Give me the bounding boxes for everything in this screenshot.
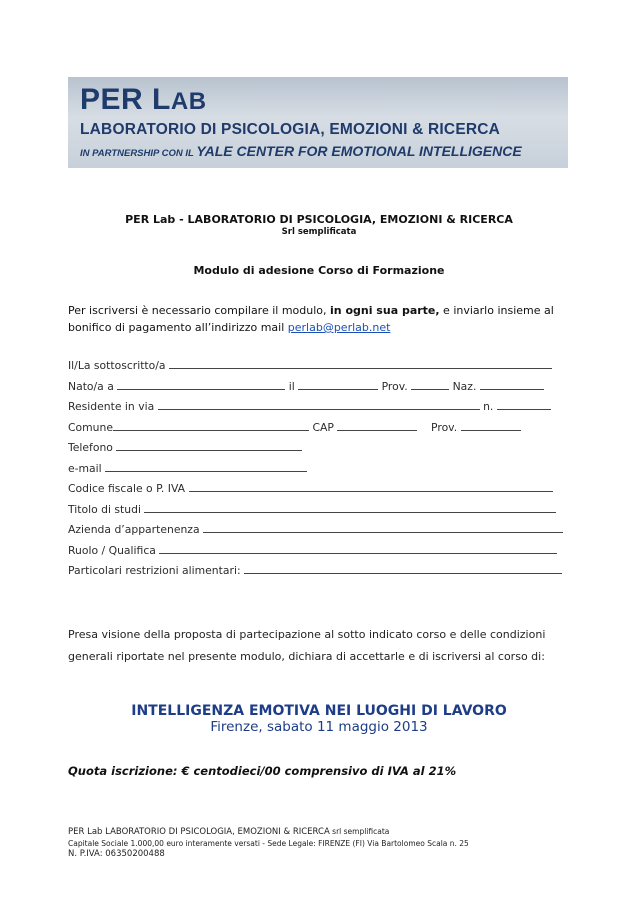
restrizioni-line[interactable] bbox=[244, 560, 562, 574]
sottoscritto-line[interactable] bbox=[169, 355, 552, 369]
declaration-paragraph: Presa visione della proposta di partecipazione al sotto indicato corso e delle condizioni generali riportate nel presente modulo, dichiara di accettarle e di iscriversi al corso di: bbox=[68, 628, 546, 663]
field-nascita: Nato/a a il Prov. Naz. bbox=[68, 376, 568, 397]
field-comune: Comune CAP Prov. bbox=[68, 417, 568, 438]
fee-statement: Quota iscrizione: € centodieci/00 comprensivo di IVA al 21% bbox=[68, 764, 457, 778]
intro-paragraph: Per iscriversi è necessario compilare il modulo, in ogni sua parte, e inviarlo insieme al bonifico di pagamento all’indirizzo mail perlab@perlab.net bbox=[68, 304, 554, 334]
titolo-studi-line[interactable] bbox=[144, 499, 556, 513]
footer-vat: N. P.IVA: 06350200488 bbox=[68, 849, 165, 859]
field-email: e-mail bbox=[68, 458, 568, 479]
nazione-line[interactable] bbox=[480, 376, 544, 390]
luogo-nascita-line[interactable] bbox=[117, 376, 285, 390]
data-nascita-line[interactable] bbox=[298, 376, 378, 390]
field-restrizioni: Particolari restrizioni alimentari: bbox=[68, 560, 568, 581]
field-telefono: Telefono bbox=[68, 437, 568, 458]
ruolo-line[interactable] bbox=[159, 540, 557, 554]
header-banner-logo bbox=[68, 77, 568, 168]
banner-subtitle: LABORATORIO DI PSICOLOGIA, EMOZIONI & RICERCA bbox=[80, 121, 501, 138]
prov-nascita-line[interactable] bbox=[411, 376, 449, 390]
course-date: Firenze, sabato 11 maggio 2013 bbox=[210, 719, 428, 735]
banner-partnership: IN PARTNERSHIP CON IL YALE CENTER FOR EMOTIONAL INTELLIGENCE bbox=[80, 143, 522, 159]
registration-form bbox=[68, 355, 568, 581]
field-ruolo: Ruolo / Qualifica bbox=[68, 540, 568, 561]
footer bbox=[68, 826, 469, 860]
org-type: Srl semplificata bbox=[281, 227, 357, 237]
field-codice-fiscale: Codice fiscale o P. IVA bbox=[68, 478, 568, 499]
cap-line[interactable] bbox=[337, 417, 417, 431]
email-line[interactable] bbox=[105, 458, 307, 472]
field-sottoscritto: Il/La sottoscritto/a bbox=[68, 355, 568, 376]
comune-line[interactable] bbox=[113, 417, 309, 431]
codice-fiscale-line[interactable] bbox=[189, 478, 553, 492]
footer-legal: Capitale Sociale 1.000,00 euro interamente versati - Sede Legale: FIRENZE (FI) Via Bartolomeo Scala n. 25 bbox=[68, 839, 469, 848]
prov-line[interactable] bbox=[461, 417, 521, 431]
telefono-line[interactable] bbox=[116, 437, 302, 451]
via-line[interactable] bbox=[158, 396, 480, 410]
civico-line[interactable] bbox=[497, 396, 551, 410]
course-title: INTELLIGENZA EMOTIVA NEI LUOGHI DI LAVORO bbox=[131, 703, 507, 719]
form-title: Modulo di adesione Corso di Formazione bbox=[193, 264, 445, 277]
org-name: PER Lab - LABORATORIO DI PSICOLOGIA, EMOZIONI & RICERCA bbox=[125, 213, 513, 226]
field-titolo-studi: Titolo di studi bbox=[68, 499, 568, 520]
footer-company: PER Lab LABORATORIO DI PSICOLOGIA, EMOZIONI & RICERCA srl semplificata bbox=[68, 827, 390, 837]
azienda-line[interactable] bbox=[203, 519, 563, 533]
banner-title: PER LAB bbox=[80, 83, 207, 116]
email-link[interactable]: perlab@perlab.net bbox=[287, 321, 391, 334]
field-residenza: Residente in via n. bbox=[68, 396, 568, 417]
field-azienda: Azienda d’appartenenza bbox=[68, 519, 568, 540]
